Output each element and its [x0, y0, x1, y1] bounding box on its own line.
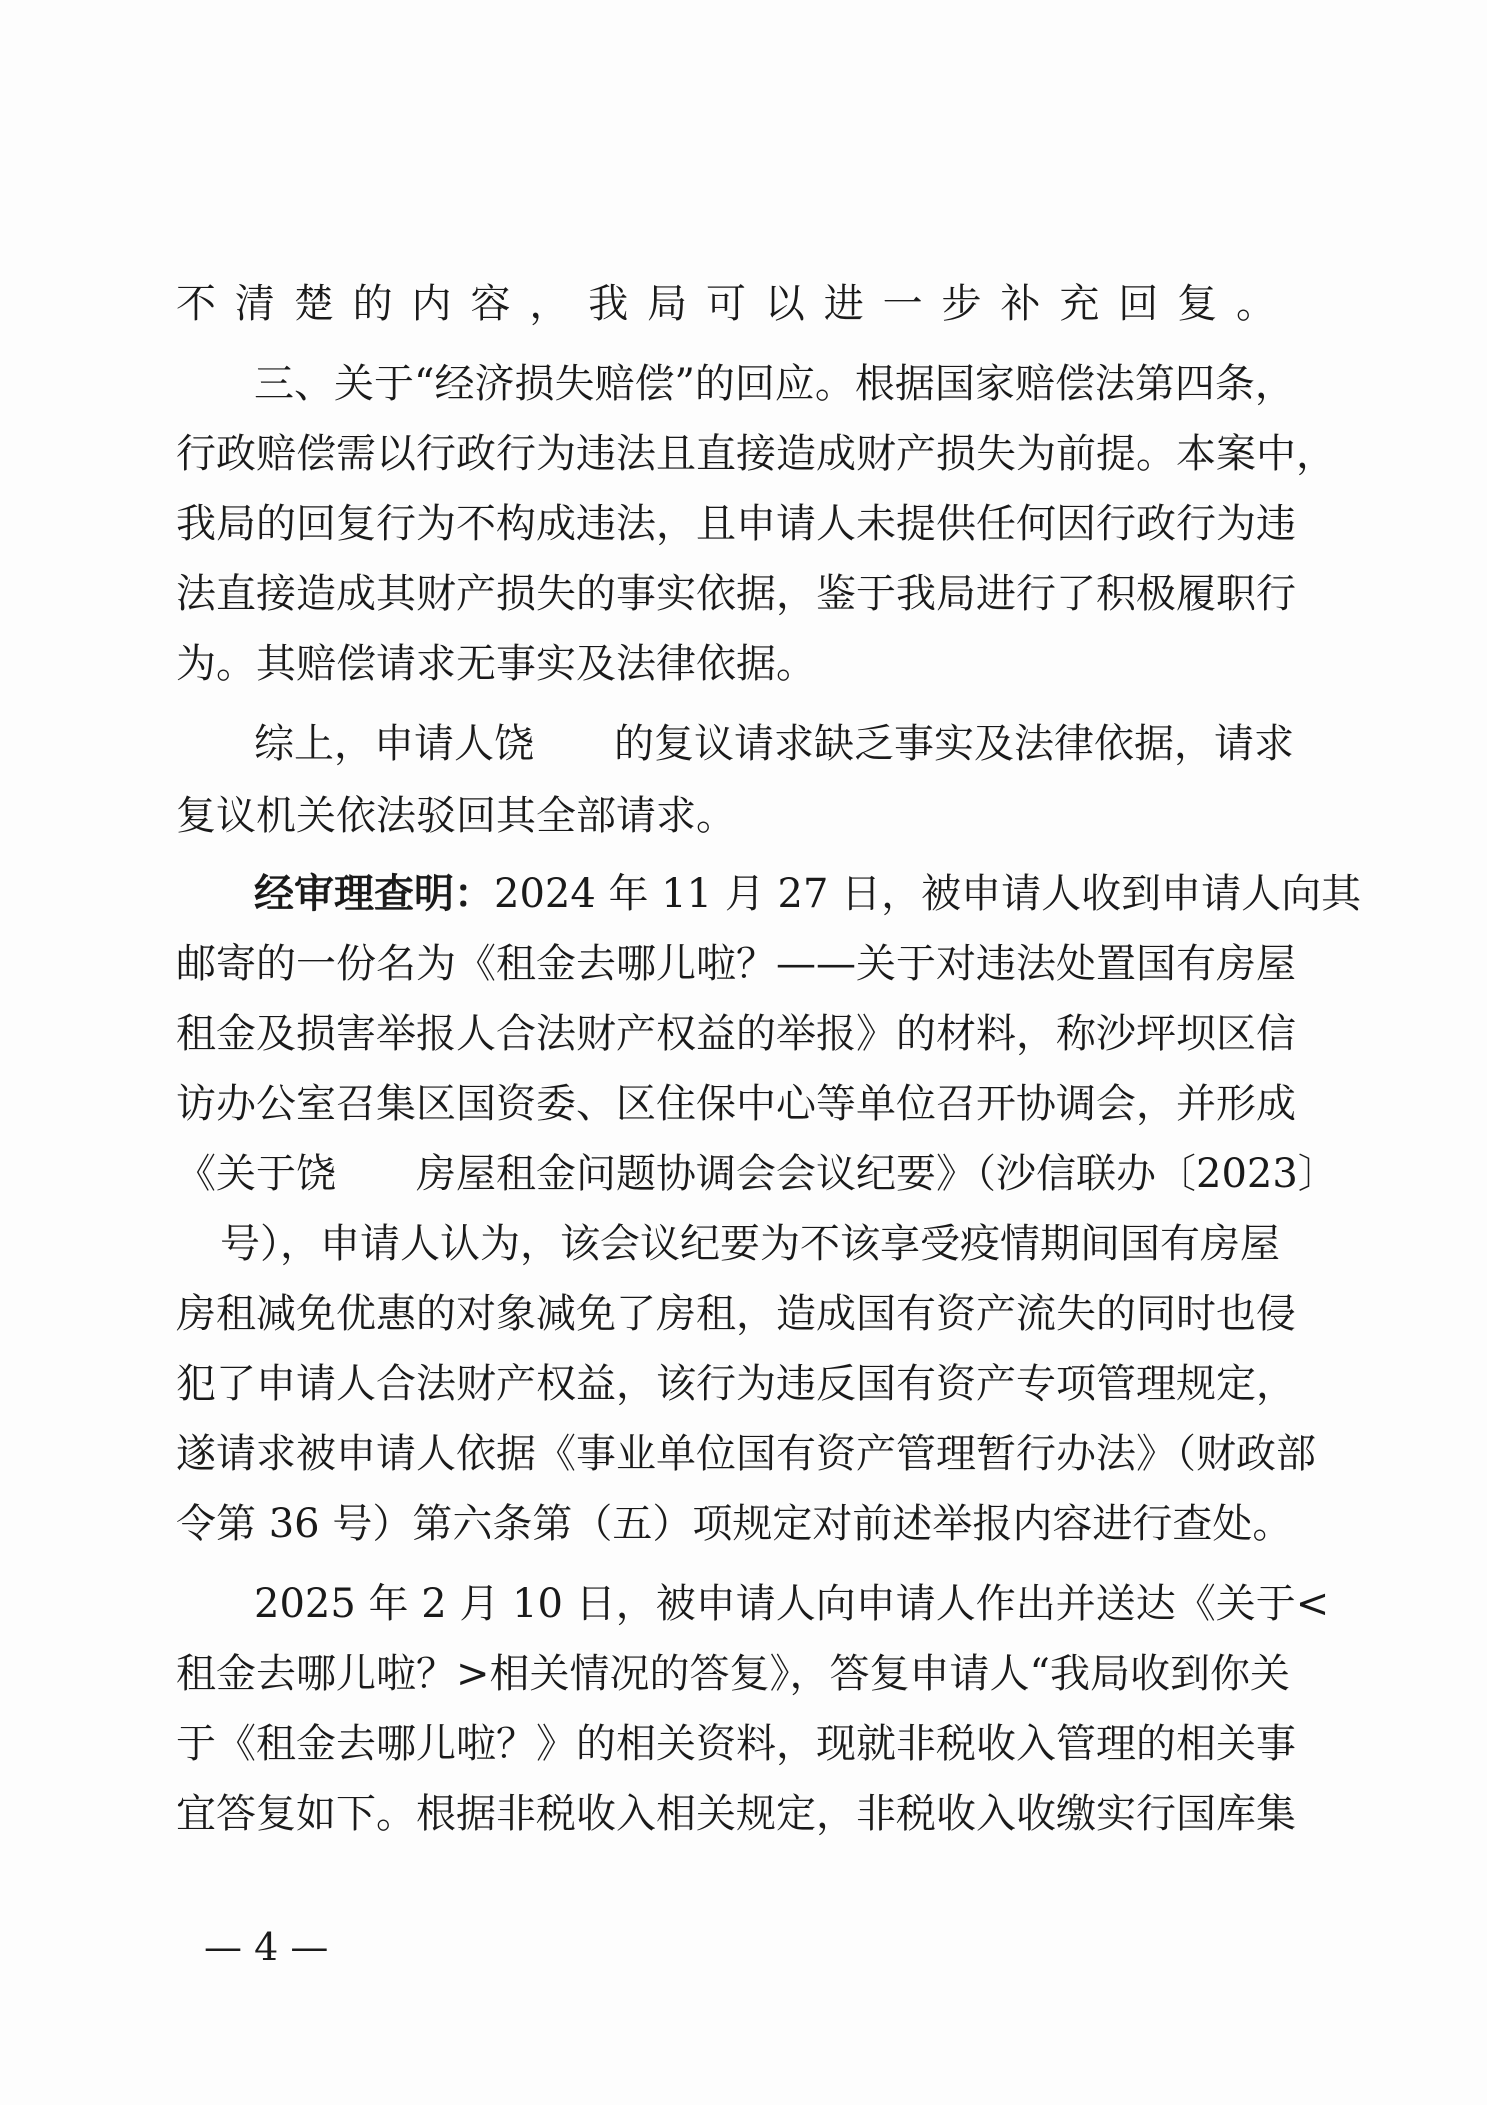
body-line-11: 租金及损害举报人合法财产权益的举报》的材料，称沙坪坝区信	[176, 1011, 1296, 1057]
page-number: — 4 —	[204, 1925, 329, 1969]
body-line-10: 邮寄的一份名为《租金去哪儿啦？——关于对违法处置国有房屋	[176, 941, 1296, 987]
body-line-19: 2025 年 2 月 10 日，被申请人向申请人作出并送达《关于<	[254, 1581, 1330, 1627]
findings-text: 2024 年 11 月 27 日，被申请人收到申请人向其	[494, 871, 1362, 917]
body-line-14: 号），申请人认为，该会议纪要为不该享受疫情期间国有房屋	[220, 1221, 1280, 1267]
body-line-12: 访办公室召集区国资委、区住保中心等单位召开协调会，并形成	[176, 1081, 1296, 1127]
body-line-7: 综上，申请人饶 的复议请求缺乏事实及法律依据，请求	[254, 721, 1294, 767]
body-line-2: 三、关于“经济损失赔偿”的回应。根据国家赔偿法第四条，	[254, 361, 1295, 407]
body-line-8: 复议机关依法驳回其全部请求。	[176, 793, 736, 839]
body-line-5: 法直接造成其财产损失的事实依据，鉴于我局进行了积极履职行	[176, 571, 1296, 617]
body-line-6: 为。其赔偿请求无事实及法律依据。	[176, 641, 816, 687]
body-line-3: 行政赔偿需以行政行为违法且直接造成财产损失为前提。本案中，	[176, 431, 1336, 477]
body-line-21: 于《租金去哪儿啦？》的相关资料，现就非税收入管理的相关事	[176, 1721, 1296, 1767]
findings-label: 经审理查明：	[254, 871, 494, 917]
body-line-9	[254, 864, 1362, 924]
body-line-22: 宜答复如下。根据非税收入相关规定，非税收入收缴实行国库集	[176, 1791, 1296, 1837]
body-line-1: 不清楚的内容，我局可以进一步补充回复。	[176, 281, 1276, 327]
body-line-17: 遂请求被申请人依据《事业单位国有资产管理暂行办法》（财政部	[176, 1431, 1316, 1477]
body-line-18: 令第 36 号）第六条第（五）项规定对前述举报内容进行查处。	[176, 1501, 1293, 1547]
body-line-16: 犯了申请人合法财产权益，该行为违反国有资产专项管理规定，	[176, 1361, 1296, 1407]
body-line-4: 我局的回复行为不构成违法，且申请人未提供任何因行政行为违	[176, 501, 1296, 547]
body-line-13: 《关于饶 房屋租金问题协调会会议纪要》（沙信联办〔2023〕	[176, 1151, 1338, 1197]
body-line-15: 房租减免优惠的对象减免了房租，造成国有资产流失的同时也侵	[176, 1291, 1296, 1337]
body-line-20: 租金去哪儿啦？>相关情况的答复》，答复申请人“我局收到你关	[176, 1651, 1290, 1697]
